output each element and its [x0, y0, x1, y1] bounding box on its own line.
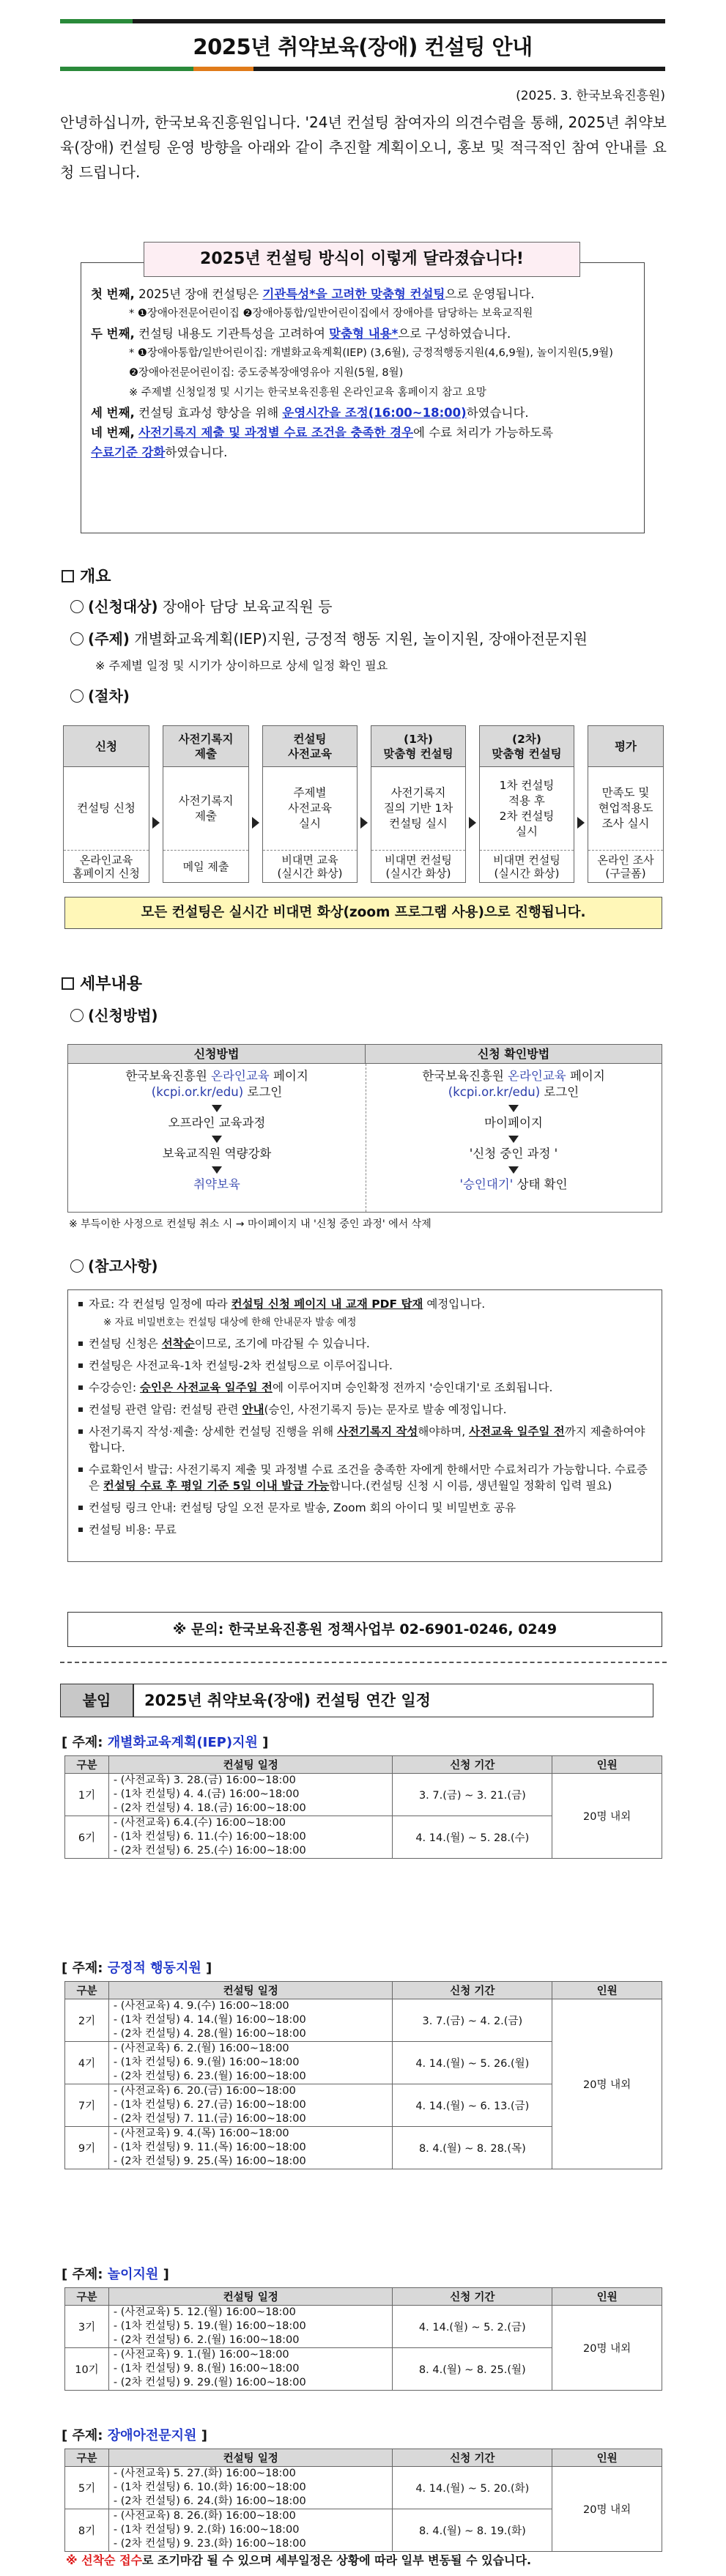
- step-pre-education: 컨설팅 사전교육 주제별 사전교육 실시 비대면 교육 (실시간 화상): [262, 725, 358, 883]
- schedule-line: - (사전교육) 3. 28.(금) 16:00~18:00: [113, 1774, 296, 1786]
- square-bullet-icon: [62, 570, 74, 582]
- change-second-note-3: ※ 주제별 신청일정 및 시기는 한국보육진흥원 온라인교육 홈페이지 참고 요망: [129, 387, 486, 399]
- arrow-right-icon: [469, 817, 476, 829]
- title-block: [60, 19, 665, 71]
- schedule-line: - (2차 컨설팅) 6. 23.(월) 16:00~18:00: [113, 2070, 306, 2082]
- step-record: 사전기록지 제출 사전기록지 제출 메일 제출: [163, 725, 249, 883]
- schedule-cell: [108, 2509, 393, 2552]
- right-step-4: '승인대기' 상태 확인: [459, 1177, 568, 1191]
- schedule-line: - (1차 컨설팅) 4. 14.(월) 16:00~18:00: [113, 2014, 306, 2026]
- arrow-right-icon: [577, 817, 585, 829]
- column-header: 신청 기간: [393, 1982, 552, 1999]
- column-header: 인원: [552, 2288, 662, 2306]
- section-divider: [60, 1662, 667, 1663]
- change-fourth-cont: 수료기준 강화하였습니다.: [91, 445, 228, 459]
- circle-bullet-icon: [70, 1009, 84, 1022]
- change-first: 첫 번째, 2025년 장애 컨설팅은 기관특성*을 고려한 맞춤형 컨설팅으로 운영됩니다.: [91, 287, 535, 301]
- reference-box: [67, 1289, 662, 1562]
- circle-bullet-icon: [70, 600, 84, 613]
- arrow-down-icon: [508, 1136, 519, 1143]
- term-cell: 3기: [65, 2306, 109, 2348]
- period-cell: 4. 14.(월) ~ 6. 13.(금): [393, 2084, 552, 2127]
- period-cell: 3. 7.(금) ~ 4. 2.(금): [393, 1999, 552, 2042]
- schedule-footnote: ※ 선착순 접수로 조기마감 될 수 있으며 세부일정은 상황에 따라 일부 변동될 수 있습니다.: [66, 2553, 532, 2567]
- term-cell: 5기: [65, 2467, 109, 2509]
- change-first-note: * ❶장애아전문어린이집 ❷장애아통합/일반어린이집에서 장애아를 담당하는 보육교직원: [129, 308, 533, 319]
- column-header: 컨설팅 일정: [108, 2288, 393, 2306]
- right-step-2: 마이페이지: [484, 1116, 543, 1130]
- schedule-table: [64, 1755, 662, 1859]
- schedule-line: - (사전교육) 5. 12.(월) 16:00~18:00: [113, 2306, 296, 2318]
- schedule-cell: [108, 1816, 393, 1859]
- circle-bullet-icon: [70, 632, 84, 645]
- arrow-down-icon: [508, 1166, 519, 1174]
- schedule-line: - (2차 컨설팅) 4. 28.(월) 16:00~18:00: [113, 2028, 306, 2040]
- changes-heading: 2025년 컨설팅 방식이 이렇게 달라졌습니다!: [144, 242, 580, 277]
- schedule-line: - (사전교육) 8. 26.(화) 16:00~18:00: [113, 2510, 296, 2522]
- period-cell: 4. 14.(월) ~ 5. 28.(수): [393, 1816, 552, 1859]
- change-third: 세 번째, 컨설팅 효과성 향상을 위해 운영시간을 조정(16:00~18:00)하였습니다.: [91, 406, 529, 420]
- column-header: 신청 기간: [393, 2449, 552, 2467]
- schedule-table: [64, 2449, 662, 2552]
- inquiry-box: ※ 문의: 한국보육진흥원 정책사업부 02-6901-0246, 0249: [67, 1612, 662, 1647]
- schedule-line: - (사전교육) 9. 1.(월) 16:00~18:00: [113, 2349, 289, 2361]
- schedule-table: [64, 1981, 662, 2169]
- term-cell: 4기: [65, 2042, 109, 2084]
- schedule-cell: [108, 2127, 393, 2169]
- schedule-line: - (2차 컨설팅) 9. 29.(월) 16:00~18:00: [113, 2377, 306, 2388]
- column-header: 구분: [65, 1756, 109, 1774]
- table-row: [65, 2467, 662, 2509]
- schedule-line: - (1차 컨설팅) 6. 27.(금) 16:00~18:00: [113, 2099, 306, 2111]
- period-cell: 4. 14.(월) ~ 5. 20.(화): [393, 2467, 552, 2509]
- schedule-line: - (1차 컨설팅) 9. 11.(목) 16:00~18:00: [113, 2142, 306, 2153]
- ref-cost: 컨설팅 비용: 무료: [77, 1522, 653, 1538]
- schedule-line: - (사전교육) 4. 9.(수) 16:00~18:00: [113, 2000, 289, 2012]
- schedule-topic: [ 주제: 장애아전문지원 ]: [62, 2428, 207, 2443]
- arrow-right-icon: [360, 817, 368, 829]
- details-heading: 세부내용: [62, 971, 142, 994]
- online-notice: 모든 컨설팅은 실시간 비대면 화상(zoom 프로그램 사용)으로 진행됩니다.: [64, 897, 662, 929]
- column-header: 신청 기간: [393, 1756, 552, 1774]
- arrow-down-icon: [212, 1136, 222, 1143]
- arrow-down-icon: [212, 1105, 222, 1112]
- schedule-line: - (1차 컨설팅) 9. 2.(화) 16:00~18:00: [113, 2524, 300, 2536]
- column-header: 컨설팅 일정: [108, 2449, 393, 2467]
- arrow-right-icon: [152, 817, 160, 829]
- term-cell: 8기: [65, 2509, 109, 2552]
- right-step-3: '신청 중인 과정 ': [469, 1147, 558, 1161]
- schedule-line: - (2차 컨설팅) 9. 23.(화) 16:00~18:00: [113, 2538, 306, 2550]
- column-header: 인원: [552, 1982, 662, 1999]
- ref-materials: 자료: 각 컨설팅 일정에 따라 컨설팅 신청 페이지 내 교재 PDF 탑재 예정입니다.: [77, 1296, 653, 1312]
- schedule-cell: [108, 2084, 393, 2127]
- method-item: (신청방법): [70, 1004, 158, 1025]
- method-table: [67, 1044, 662, 1213]
- table-row: [65, 1774, 662, 1816]
- schedule-line: - (2차 컨설팅) 9. 25.(목) 16:00~18:00: [113, 2155, 306, 2167]
- column-header: 구분: [65, 2288, 109, 2306]
- schedule-cell: [108, 2348, 393, 2391]
- column-header: 인원: [552, 1756, 662, 1774]
- term-cell: 9기: [65, 2127, 109, 2169]
- schedule-topic: [ 주제: 긍정적 행동지원 ]: [62, 1961, 212, 1976]
- topic-item: (주제) 개별화교육계획(IEP)지원, 긍정적 행동 지원, 놀이지원, 장애아전문지원: [70, 627, 588, 648]
- schedule-line: - (2차 컨설팅) 6. 25.(수) 16:00~18:00: [113, 1845, 306, 1857]
- term-cell: 1기: [65, 1774, 109, 1816]
- target-item: (신청대상) 장애아 담당 보육교직원 등: [70, 595, 333, 616]
- left-step-4[interactable]: 취약보육: [193, 1177, 240, 1191]
- step-apply: 신청 컨설팅 신청 온라인교육 홈페이지 신청: [63, 725, 149, 883]
- schedule-line: - (사전교육) 6.4.(수) 16:00~18:00: [113, 1817, 286, 1829]
- schedule-line: - (2차 컨설팅) 6. 24.(화) 16:00~18:00: [113, 2495, 306, 2507]
- table-row: [65, 2306, 662, 2348]
- schedule-line: - (2차 컨설팅) 4. 18.(금) 16:00~18:00: [113, 1802, 306, 1814]
- step-evaluation: 평가 만족도 및 현업적용도 조사 실시 온라인 조사 (구글폼): [588, 725, 664, 883]
- changes-list: [91, 284, 640, 462]
- period-cell: 4. 14.(월) ~ 5. 26.(월): [393, 2042, 552, 2084]
- period-cell: 3. 7.(금) ~ 3. 21.(금): [393, 1774, 552, 1816]
- capacity-cell: 20명 내외: [552, 2306, 662, 2391]
- schedule-line: - (사전교육) 5. 27.(화) 16:00~18:00: [113, 2468, 296, 2479]
- change-second: 두 번째, 컨설팅 내용도 기관특성을 고려하여 맞춤형 내용*으로 구성하였습니다.: [91, 327, 511, 341]
- ref-approval: 수강승인: 승인은 사전교육 일주일 전에 이루어지며 승인확정 전까지 '승인대기'로 조회됩니다.: [77, 1380, 653, 1396]
- method-note: ※ 부득이한 사정으로 컨설팅 취소 시 → 마이페이지 내 '신청 중인 과정' 에서 삭제: [69, 1218, 431, 1230]
- ref-materials-note: ※ 자료 비밀번호는 컨설팅 대상에 한해 안내문자 발송 예정: [103, 1317, 357, 1328]
- change-second-note-1: * ❶장애아통합/일반어린이집: 개별화교육계획(IEP) (3,6월), 긍정적행동지원(4,6,9월), 놀이지원(5,9월): [129, 347, 613, 359]
- topic-note: ※ 주제별 일정 및 시기가 상이하므로 상세 일정 확인 필요: [95, 659, 388, 673]
- arrow-down-icon: [212, 1166, 222, 1174]
- annex-title: 2025년 취약보육(장애) 컨설팅 연간 일정: [133, 1684, 653, 1717]
- ref-link: 컨설팅 링크 안내: 컨설팅 당일 오전 문자로 발송, Zoom 회의 아이디 및 비밀번호 공유: [77, 1500, 653, 1516]
- method-head-left: 신청방법: [68, 1045, 366, 1064]
- step-consult-2: (2차) 맞춤형 컨설팅 1차 컨설팅 적용 후 2차 컨설팅 실시 비대면 컨설팅 (실시간 화상): [479, 725, 574, 883]
- circle-bullet-icon: [70, 689, 84, 703]
- ref-certificate: 수료확인서 발급: 사전기록지 제출 및 과정별 수료 조건을 충족한 자에게 한해서만 수료처리가 가능합니다. 수료증은 컨설팅 수료 후 평일 기준 5일 이내 발급 가능합니다.(컨설팅 신청 시 이름, 생년월일 정확히 입력 필요): [77, 1462, 653, 1494]
- column-header: 인원: [552, 2449, 662, 2467]
- schedule-topic: [ 주제: 놀이지원 ]: [62, 2267, 169, 2282]
- annex-tag: 붙임: [60, 1684, 133, 1717]
- period-cell: 8. 4.(월) ~ 8. 25.(월): [393, 2348, 552, 2391]
- schedule-line: - (1차 컨설팅) 6. 11.(수) 16:00~18:00: [113, 1831, 306, 1843]
- step-consult-1: (1차) 맞춤형 컨설팅 사전기록지 질의 기반 1차 컨설팅 실시 비대면 컨설팅 (실시간 화상): [371, 725, 466, 883]
- period-cell: 4. 14.(월) ~ 5. 2.(금): [393, 2306, 552, 2348]
- column-header: 컨설팅 일정: [108, 1982, 393, 1999]
- schedule-cell: [108, 2467, 393, 2509]
- schedule-cell: [108, 2306, 393, 2348]
- term-cell: 7기: [65, 2084, 109, 2127]
- capacity-cell: 20명 내외: [552, 1774, 662, 1859]
- intro-paragraph: 안녕하십니까, 한국보육진흥원입니다. '24년 컨설팅 참여자의 의견수렴을 통해, 2025년 취약보육(장애) 컨설팅 운영 방향을 아래와 같이 추진할 계획이오니, 홍보 및 적극적인 참여 안내를 요청 드립니다.: [60, 114, 667, 181]
- title-bottom-rule: [60, 67, 665, 71]
- term-cell: 6기: [65, 1816, 109, 1859]
- column-header: 신청 기간: [393, 2288, 552, 2306]
- procedure-item: (절차): [70, 684, 130, 706]
- schedule-line: - (2차 컨설팅) 7. 11.(금) 16:00~18:00: [113, 2113, 306, 2125]
- schedule-topic: [ 주제: 개별화교육계획(IEP)지원 ]: [62, 1735, 269, 1750]
- schedule-table: [64, 2287, 662, 2391]
- left-step-2: 오프라인 교육과정: [168, 1116, 266, 1130]
- period-cell: 8. 4.(월) ~ 8. 19.(화): [393, 2509, 552, 2552]
- schedule-cell: [108, 1999, 393, 2042]
- ref-first-come: 컨설팅 신청은 선착순이므로, 조기에 마감될 수 있습니다.: [77, 1336, 653, 1352]
- term-cell: 2기: [65, 1999, 109, 2042]
- schedule-line: - (1차 컨설팅) 6. 10.(화) 16:00~18:00: [113, 2481, 306, 2493]
- overview-heading: 개요: [62, 564, 111, 587]
- method-head-right: 신청 확인방법: [366, 1045, 662, 1064]
- schedule-line: - (1차 컨설팅) 5. 19.(월) 16:00~18:00: [113, 2320, 306, 2332]
- schedule-line: - (1차 컨설팅) 6. 9.(월) 16:00~18:00: [113, 2057, 300, 2068]
- right-step-1: 한국보육진흥원 온라인교육 페이지 (kcpi.or.kr/edu) 로그인: [422, 1069, 605, 1099]
- column-header: 구분: [65, 2449, 109, 2467]
- arrow-down-icon: [508, 1105, 519, 1112]
- schedule-line: - (사전교육) 6. 20.(금) 16:00~18:00: [113, 2085, 296, 2097]
- left-step-1: 한국보육진흥원 온라인교육 페이지 (kcpi.or.kr/edu) 로그인: [125, 1069, 308, 1099]
- schedule-line: - (사전교육) 9. 4.(목) 16:00~18:00: [113, 2128, 289, 2139]
- title-top-rule: [60, 19, 665, 23]
- schedule-cell: [108, 2042, 393, 2084]
- circle-bullet-icon: [70, 1259, 84, 1273]
- ref-record-sheet: 사전기록지 작성·제출: 상세한 컨설팅 진행을 위해 사전기록지 작성해야하며, 사전교육 일주일 전까지 제출하여야 합니다.: [77, 1424, 653, 1456]
- schedule-cell: [108, 1774, 393, 1816]
- schedule-line: - (2차 컨설팅) 6. 2.(월) 16:00~18:00: [113, 2334, 300, 2346]
- capacity-cell: 20명 내외: [552, 1999, 662, 2169]
- arrow-right-icon: [252, 817, 259, 829]
- capacity-cell: 20명 내외: [552, 2467, 662, 2552]
- ref-alerts: 컨설팅 관련 알림: 컨설팅 관련 안내(승인, 사전기록지 등)는 문자로 발송 예정입니다.: [77, 1402, 653, 1418]
- period-cell: 8. 4.(월) ~ 8. 28.(목): [393, 2127, 552, 2169]
- schedule-line: - (1차 컨설팅) 4. 4.(금) 16:00~18:00: [113, 1788, 300, 1800]
- reference-item: (참고사항): [70, 1254, 158, 1276]
- left-step-3: 보육교직원 역량강화: [162, 1147, 272, 1161]
- schedule-line: - (1차 컨설팅) 9. 8.(월) 16:00~18:00: [113, 2363, 300, 2375]
- column-header: 컨설팅 일정: [108, 1756, 393, 1774]
- table-row: [65, 1999, 662, 2042]
- change-fourth: 네 번째, 사전기록지 제출 및 과정별 수료 조건을 충족한 경우에 수료 처리가 가능하도록: [91, 426, 554, 440]
- issue-date: (2025. 3. 한국보육진흥원): [516, 89, 665, 103]
- column-header: 구분: [65, 1982, 109, 1999]
- procedure-flow: [63, 725, 664, 883]
- square-bullet-icon: [62, 977, 74, 990]
- ref-structure: 컨설팅은 사전교육-1차 컨설팅-2차 컨설팅으로 이루어집니다.: [77, 1358, 653, 1374]
- page-title: 2025년 취약보육(장애) 컨설팅 안내: [193, 34, 533, 59]
- change-second-note-2: ❷장애아전문어린이집: 중도중복장애영유아 지원(5월, 8월): [129, 367, 404, 379]
- term-cell: 10기: [65, 2348, 109, 2391]
- schedule-line: - (사전교육) 6. 2.(월) 16:00~18:00: [113, 2043, 289, 2054]
